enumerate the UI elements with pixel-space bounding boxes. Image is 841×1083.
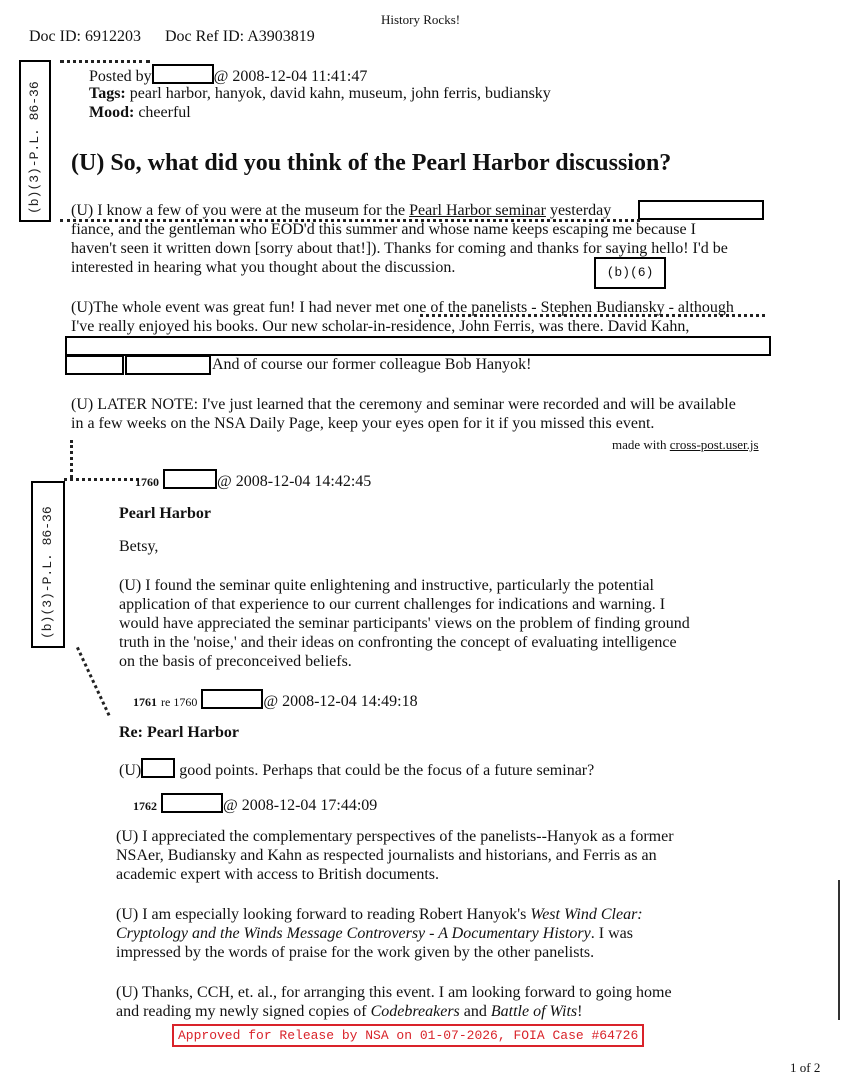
book-title: Battle of Wits [490,1003,578,1020]
redacted-author [152,64,214,84]
comment-reply-to: re 1760 [161,695,198,709]
posted-by-label: Posted by [89,68,152,85]
book-title: West Wind Clear: [530,906,643,923]
exemption-b6-box: (b)(6) [594,257,666,289]
comment-1760-line-4: truth in the 'noise,' and their ideas on confronting the concept of evaluating intelligence [119,634,677,651]
comment-1762-header [133,793,377,816]
redacted-names [638,200,764,220]
post-para-1-line-2: fiance, and the gentleman who EOD'd this summer and whose name keeps escaping me because I [71,221,696,238]
post-para-3-line-2: in a few weeks on the NSA Daily Page, keep your eyes open for it if you missed this event. [71,415,655,432]
exemption-label-top: (b)(3)-P.L. 86-36 [27,81,42,214]
post-para-2-line-3: And of course our former colleague Bob Hanyok! [212,356,532,373]
tags-label: Tags: [89,85,126,102]
exemption-label-mid: (b)(3)-P.L. 86-36 [40,506,55,639]
post-title: (U) So, what did you think of the Pearl Harbor discussion? [71,150,672,176]
redacted-commenter [161,793,223,813]
comment-1760-line-2: application of that experience to our current challenges for indications and warning. I [119,596,666,613]
comment-1762-p1-line-2: NSAer, Budiansky and Kahn as respected journalists and historians, and Ferris as an [116,847,657,864]
posted-at: @ 2008-12-04 11:41:47 [213,68,368,85]
comment-timestamp: @ 2008-12-04 14:49:18 [263,693,418,710]
comment-1760-line-3: would have appreciated the seminar participants' views on the problem of finding ground [119,615,690,632]
made-with [612,437,759,453]
comment-1760-line-1: (U) I found the seminar quite enlightening and instructive, particularly the potential [119,577,654,594]
doc-ref-id: Doc Ref ID: A3903819 [165,28,315,45]
para-text: ! [577,1003,583,1020]
page-number: 1 of 2 [790,1060,821,1075]
redacted-name [141,758,175,778]
para-text: (U) I know a few of you were at the museum for the [71,202,410,219]
mood-label: Mood: [89,104,135,121]
redaction-dotted-line [64,478,139,481]
post-para-2-line-2: I've really enjoyed his books. Our new scholar-in-residence, John Ferris, was there. David Kahn, [71,318,690,335]
comment-1762-p2-line-2 [116,924,633,943]
made-with-label: made with [612,437,670,452]
pearl-harbor-seminar-link[interactable]: Pearl Harbor seminar [409,202,546,219]
comment-text: good points. Perhaps that could be the focus of a future seminar? [179,762,595,779]
post-para-1-line-4: interested in hearing what you thought about the discussion. [71,259,456,276]
tags-line [89,84,551,103]
comment-1762-p2-line-3: impressed by the words of praise for the work given by the other panelists. [116,944,595,961]
comment-1761-subject: Re: Pearl Harbor [119,724,239,741]
exemption-box-mid [31,481,65,648]
para-text: . I was [590,925,633,942]
comment-1762-p1-line-3: academic expert with access to British documents. [116,866,440,883]
doc-id: Doc ID: 6912203 [29,28,141,45]
redacted-line [65,336,771,356]
redaction-dotted-line [60,60,150,63]
mood-line [89,103,191,122]
approval-stamp: Approved for Release by NSA on 01-07-2026, FOIA Case #64726 [172,1024,644,1047]
cross-post-link[interactable]: cross-post.user.js [669,437,759,452]
comment-1760-subject: Pearl Harbor [119,505,211,522]
comment-id: 1760 [135,475,159,489]
comment-id: 1762 [133,799,157,813]
tags-value: pearl harbor, hanyok, david kahn, museum, john ferris, budiansky [129,85,551,102]
comment-timestamp: @ 2008-12-04 14:42:45 [217,473,372,490]
scan-edge [838,880,840,1020]
post-para-2-line-1: (U)The whole event was great fun! I had never met one of the panelists - Stephen Budiansky - although [71,299,734,316]
post-para-3-line-1: (U) LATER NOTE: I've just learned that the ceremony and seminar were recorded and will be available [71,396,736,413]
para-text: (U) I am especially looking forward to reading Robert Hanyok's [116,906,531,923]
comment-1760-header [135,469,371,492]
post-meta [89,64,367,86]
comment-1761-body [119,758,594,780]
book-title: Cryptology and the Winds Message Controversy - A Documentary History [116,925,591,942]
post-para-1-line-1 [71,201,611,220]
para-text: and reading my newly signed copies of [116,1003,371,1020]
redacted-name-b [125,355,211,375]
redaction-dotted-line [76,647,110,716]
comment-1761-header [133,689,418,712]
para-text: yesterday [545,202,612,219]
exemption-box-top [19,60,51,222]
redacted-commenter [201,689,263,709]
u-label: (U) [119,762,142,779]
comment-1762-p2-line-1 [116,905,643,924]
comment-1760-greeting: Betsy, [119,538,159,555]
redacted-commenter [163,469,217,489]
redacted-name-a [65,355,124,375]
site-title: History Rocks! [381,12,461,27]
comment-timestamp: @ 2008-12-04 17:44:09 [223,797,378,814]
para-text: and [459,1003,491,1020]
post-para-1-line-3: haven't seen it written down [sorry about that!]). Thanks for coming and thanks for saying hello! I'd be [71,240,728,257]
book-title: Codebreakers [370,1003,460,1020]
redaction-dotted-line [70,440,73,478]
mood-value: cheerful [138,104,191,121]
comment-1762-p3-line-2 [116,1002,582,1021]
comment-1762-p1-line-1: (U) I appreciated the complementary perspectives of the panelists--Hanyok as a former [116,828,674,845]
comment-1762-p3-line-1: (U) Thanks, CCH, et. al., for arranging this event. I am looking forward to going home [116,984,672,1001]
comment-1760-line-5: on the basis of preconceived beliefs. [119,653,352,670]
comment-id: 1761 [133,695,157,709]
